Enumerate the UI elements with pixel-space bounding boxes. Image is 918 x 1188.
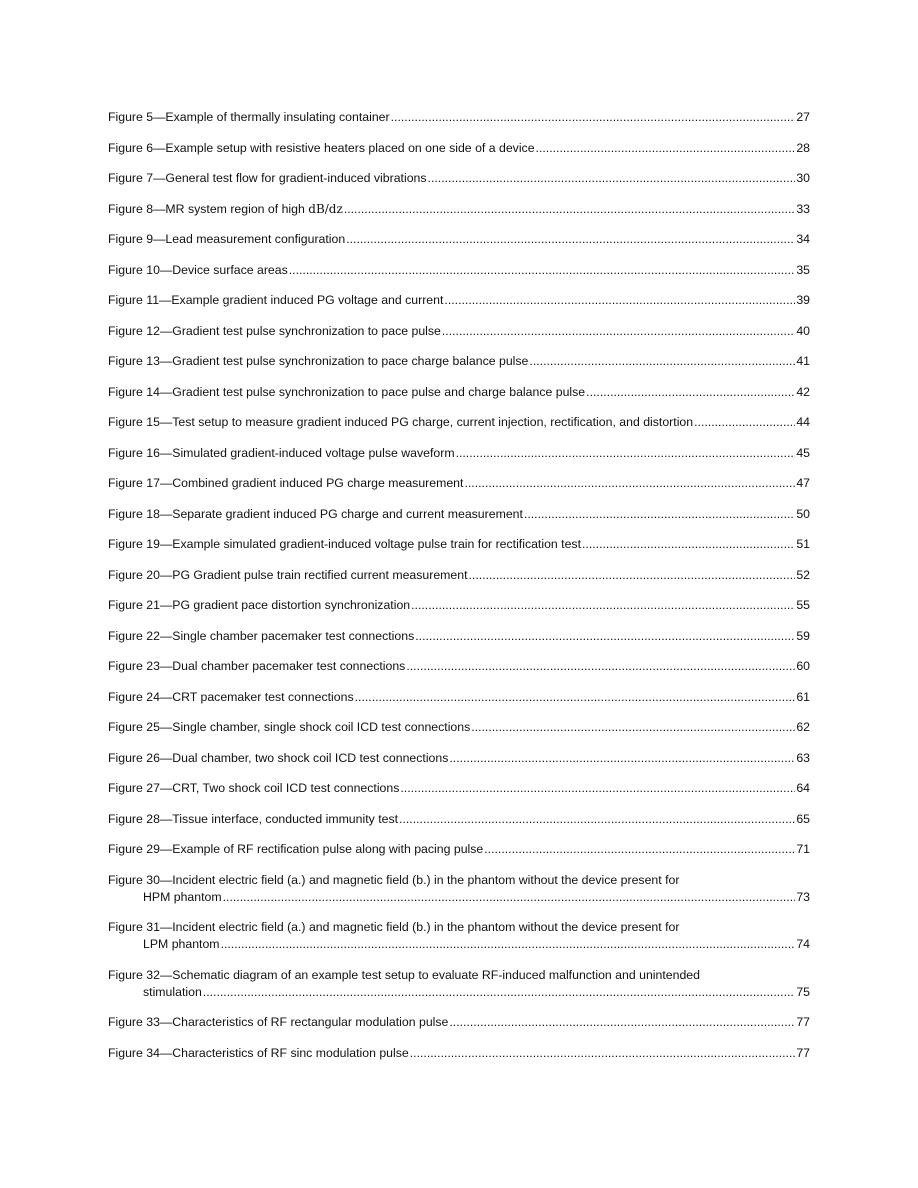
figure-title: General test flow for gradient-induced vibrations [165,171,427,185]
figure-label: Figure 33 [108,1015,160,1029]
em-dash: — [153,110,166,124]
toc-entry-line2 [108,889,810,906]
figure-label: Figure 20 [108,567,160,582]
page-number: 33 [796,201,810,216]
toc-entry[interactable] [108,384,810,401]
toc-entry[interactable] [108,1014,810,1031]
em-dash: — [159,872,173,887]
em-dash: — [159,476,173,490]
toc-entry[interactable] [108,811,810,828]
page-number: 55 [796,598,810,612]
toc-entry[interactable] [108,475,810,492]
page-number: 40 [796,323,810,338]
figure-title: Test setup to measure gradient induced PG charge, current injection, rectification, and distortion [172,415,694,429]
page-number: 41 [796,354,810,368]
em-dash: — [159,354,173,368]
em-dash: — [159,967,173,982]
page-number: 62 [796,720,810,734]
em-dash: — [159,293,172,307]
toc-entry-line1 [108,919,810,936]
dot-leader [289,262,796,279]
toc-entry-text [108,262,288,279]
page-number: 28 [796,140,810,155]
figure-label: Figure 30 [108,872,160,887]
dot-leader [456,445,796,462]
figure-label: Figure 28 [108,811,160,826]
toc-entry[interactable] [108,201,810,218]
toc-entry[interactable] [108,170,810,187]
toc-entry[interactable] [108,506,810,523]
page-number: 44 [796,415,810,429]
figure-label: Figure 9 [108,232,154,246]
em-dash: — [153,232,166,246]
dot-leader [586,384,795,401]
dot-leader [410,1045,796,1062]
dot-leader [449,750,795,767]
figure-title: PG Gradient pulse train rectified current measurement [172,567,468,582]
figure-title: Incident electric field (a.) and magnetic field (b.) in the phantom without the device present for [172,872,680,887]
figure-title: Example simulated gradient-induced voltage pulse train for rectification test [172,537,581,551]
em-dash: — [159,415,173,429]
figure-title: Simulated gradient-induced voltage pulse waveform [172,445,455,460]
figure-title: Lead measurement configuration [165,232,346,246]
toc-entry-text [108,201,343,218]
toc-entry-text [108,170,427,187]
page-number: 50 [796,506,810,521]
toc-entry-text [108,475,463,492]
figure-title: Separate gradient induced PG charge and current measurement [172,506,523,521]
figure-title: CRT, Two shock coil ICD test connections [172,781,400,795]
figure-title: Tissue interface, conducted immunity test [172,811,399,826]
figure-label: Figure 8 [108,201,154,216]
figure-title: Incident electric field (a.) and magnetic field (b.) in the phantom without the device present for [172,920,680,934]
toc-entry[interactable] [108,658,810,675]
figure-title: Example of thermally insulating container [165,110,390,124]
toc-entry[interactable] [108,967,810,1001]
figure-label: Figure 21 [108,598,160,612]
toc-entry-text [108,920,679,934]
figure-label: Figure 11 [108,293,160,307]
em-dash: — [153,201,166,216]
toc-entry[interactable] [108,628,810,645]
dot-leader [449,1014,795,1031]
page-number: 60 [796,659,810,673]
toc-entry-text [108,140,535,157]
toc-entry-text [108,1045,409,1062]
page-number: 30 [796,171,810,185]
toc-entry-text [108,567,468,584]
dot-leader [203,984,796,1001]
em-dash: — [159,445,173,460]
page-number: 77 [796,1015,810,1029]
toc-entry-text [108,873,679,887]
figure-title: Example setup with resistive heaters placed on one side of a device [165,140,535,155]
page-number: 42 [796,384,810,399]
figure-title-continued: stimulation [143,984,202,999]
page-number: 64 [796,781,810,795]
figure-label: Figure 18 [108,506,160,521]
em-dash: — [159,920,173,934]
toc-entry[interactable] [108,231,810,248]
dot-leader [428,170,796,187]
em-dash: — [159,628,173,643]
figure-label: Figure 19 [108,537,160,551]
dot-leader [444,292,795,309]
toc-entry-text [108,323,441,340]
toc-entry-text [108,445,455,462]
figure-title: CRT pacemaker test connections [172,689,354,704]
figure-title: Schematic diagram of an example test setup to evaluate RF-induced malfunction and unintended [172,967,700,982]
dot-leader [469,567,796,584]
figure-label: Figure 6 [108,140,154,155]
page-number: 35 [796,262,810,277]
dot-leader [529,353,795,370]
figure-title: Device surface areas [172,262,288,277]
toc-entry-text [108,414,693,431]
figure-label: Figure 29 [108,842,160,856]
toc-entry[interactable] [108,414,810,431]
toc-entry[interactable] [108,841,810,858]
toc-entry[interactable] [108,292,810,309]
em-dash: — [159,323,173,338]
toc-entry[interactable] [108,1045,810,1062]
em-dash: — [159,506,173,521]
page-number: 59 [796,628,810,643]
toc-entry-text [108,689,354,706]
figure-label: Figure 17 [108,476,160,490]
dot-leader [411,597,795,614]
figure-title: Combined gradient induced PG charge measurement [172,476,464,490]
dot-leader [391,109,796,126]
em-dash: — [159,598,173,612]
toc-entry-text [108,1014,448,1031]
dot-leader [355,689,796,706]
em-dash: — [159,750,173,765]
figure-title: Single chamber, single shock coil ICD test connections [172,720,471,734]
toc-entry-line1 [108,872,810,889]
toc-entry[interactable] [108,536,810,553]
figure-label: Figure 13 [108,354,160,368]
em-dash: — [159,689,173,704]
toc-entry-line1 [108,967,810,984]
figure-title-continued: HPM phantom [143,889,222,904]
figure-label: Figure 12 [108,323,160,338]
toc-entry-text [108,292,443,309]
figure-label: Figure 23 [108,659,160,673]
dot-leader [442,323,795,340]
figure-label: Figure 7 [108,171,154,185]
page-number: 47 [796,476,810,490]
toc-entry-text [108,231,345,248]
toc-entry[interactable] [108,750,810,767]
dot-leader [400,780,795,797]
figure-title: Characteristics of RF rectangular modulation pulse [172,1015,449,1029]
figure-label: Figure 22 [108,628,160,643]
em-dash: — [153,140,166,155]
page-number: 73 [796,889,810,904]
toc-entry-text [108,841,483,858]
figure-title: Characteristics of RF sinc modulation pulse [172,1045,409,1060]
figure-title: MR system region of high [165,201,309,216]
figure-label: Figure 26 [108,750,160,765]
figure-label: Figure 27 [108,781,160,795]
toc-entry[interactable] [108,323,810,340]
figure-label: Figure 34 [108,1045,160,1060]
figure-label: Figure 31 [108,920,160,934]
toc-entry-text [108,968,700,982]
figure-label: Figure 25 [108,720,160,734]
toc-entry-line2 [108,936,810,953]
em-dash: — [159,537,173,551]
toc-entry[interactable] [108,353,810,370]
figure-label: Figure 10 [108,262,160,277]
toc-entry[interactable] [108,689,810,706]
toc-entry-line2 [108,984,810,1001]
toc-entry[interactable] [108,719,810,736]
figure-label: Figure 5 [108,110,154,124]
dot-leader [221,936,796,953]
figure-title-math: dB/dz [308,201,343,216]
dot-leader [694,414,795,431]
toc-entry[interactable] [108,597,810,614]
toc-entry-text [108,536,581,553]
figure-title: Gradient test pulse synchronization to pace pulse and charge balance pulse [172,384,586,399]
dot-leader [582,536,795,553]
toc-entry[interactable] [108,262,810,279]
em-dash: — [159,842,173,856]
dot-leader [406,658,795,675]
dot-leader [536,140,796,157]
page-number: 34 [796,232,810,246]
dot-leader [344,201,796,218]
page-number: 61 [796,689,810,704]
page-number: 39 [796,293,810,307]
toc-entry[interactable] [108,445,810,462]
toc-entry-text [108,109,390,126]
toc-entry[interactable] [108,140,810,157]
figure-label: Figure 32 [108,967,160,982]
figure-title: PG gradient pace distortion synchronization [172,598,411,612]
page-number: 65 [796,811,810,826]
page-number: 27 [796,110,810,124]
toc-entry[interactable] [108,872,810,906]
dot-leader [415,628,795,645]
em-dash: — [159,781,173,795]
page-number: 74 [796,937,810,951]
figure-title: Example of RF rectification pulse along with pacing pulse [172,842,484,856]
page-number: 77 [796,1045,810,1060]
dot-leader [346,231,795,248]
figure-label: Figure 15 [108,415,160,429]
em-dash: — [159,567,173,582]
toc-entry-text [108,353,528,370]
em-dash: — [159,720,173,734]
figure-title: Gradient test pulse synchronization to pace pulse [172,323,441,338]
figure-label: Figure 14 [108,384,160,399]
em-dash: — [159,262,173,277]
toc-entry-text [108,750,448,767]
toc-entry-text [108,780,399,797]
page-number: 71 [796,842,810,856]
figure-title: Dual chamber, two shock coil ICD test connections [172,750,449,765]
dot-leader [223,889,796,906]
em-dash: — [159,1045,173,1060]
page-number: 63 [796,750,810,765]
toc-entry-text [108,597,410,614]
page-number: 45 [796,445,810,460]
figure-title: Single chamber pacemaker test connections [172,628,415,643]
toc-entry-text [108,628,414,645]
figure-title-continued: LPM phantom [143,937,220,951]
toc-entry[interactable] [108,567,810,584]
toc-entry[interactable] [108,780,810,797]
dot-leader [471,719,795,736]
toc-entry-text [108,384,585,401]
em-dash: — [159,1015,173,1029]
figure-label: Figure 16 [108,445,160,460]
figure-label: Figure 24 [108,689,160,704]
figure-title: Dual chamber pacemaker test connections [172,659,406,673]
toc-entry-text [108,719,470,736]
figure-title: Gradient test pulse synchronization to pace charge balance pulse [172,354,529,368]
em-dash: — [159,384,173,399]
em-dash: — [159,659,173,673]
dot-leader [464,475,795,492]
toc-entry[interactable] [108,109,810,126]
toc-entry-text [108,658,405,675]
page-number: 52 [796,567,810,582]
toc-entry-text [108,811,398,828]
dot-leader [484,841,795,858]
list-of-figures [108,109,810,1075]
toc-entry-text [108,506,523,523]
figure-title: Example gradient induced PG voltage and current [171,293,444,307]
toc-entry[interactable] [108,919,810,953]
page-number: 75 [796,984,810,999]
em-dash: — [159,811,173,826]
em-dash: — [153,171,166,185]
dot-leader [524,506,795,523]
dot-leader [399,811,795,828]
page-number: 51 [796,537,810,551]
